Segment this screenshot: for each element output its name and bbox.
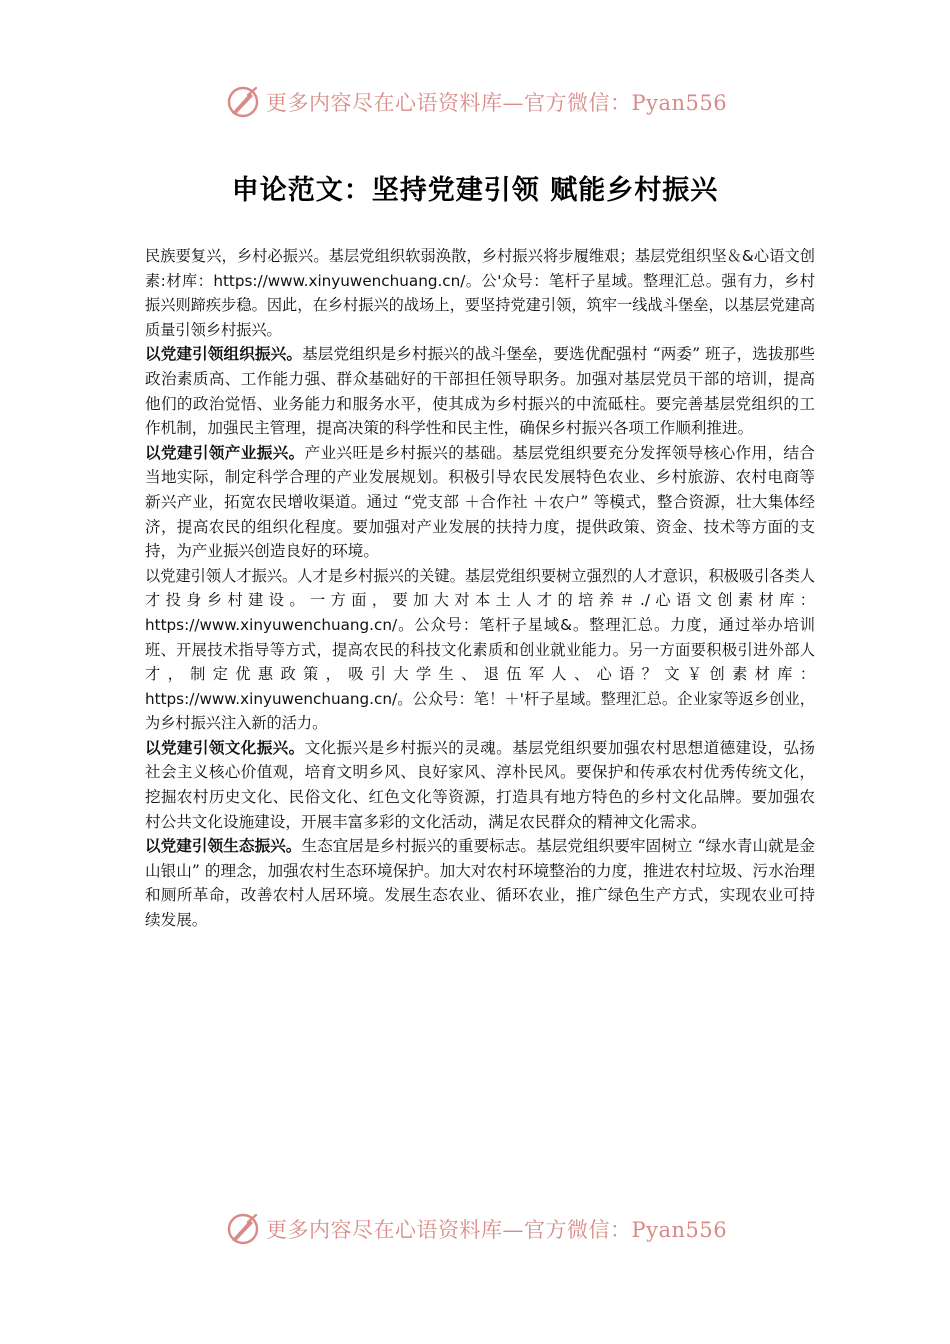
page-title: 申论范文：坚持党建引领 赋能乡村振兴 (231, 175, 719, 207)
section-body: 文化振兴是乡村振兴的灵魂。基层党组织要加强农村思想道德建设，弘扬社会主义核心价值观，培育文明乡风、良好家风、淳朴民风。要保护和传承农村优秀传统文化，挖掘农村历史文化、民俗文化、红色文化等资源，打造具有地方特色的乡村文化品牌。要加强农村公共文化设施建设，开展丰富多彩的文化活动，满足农民群众的精神文化需求。 (145, 738, 815, 831)
intro-paragraph: 民族要复兴，乡村必振兴。基层党组织软弱涣散，乡村振兴将步履维艰；基层党组织坚＆&心语文创素:材库：https://www.xinyuwenchuang.cn/。公'众号：笔杆子星域。整理汇总。强有力，乡村振兴则蹄疾步稳。因此，在乡村振兴的战场上，要坚持党建引领，筑牢一线战斗堡垒，以基层党建高质量引领乡村振兴。 (145, 247, 815, 339)
article-body (145, 244, 815, 933)
footer-banner (226, 1211, 746, 1247)
section-body: 产业兴旺是乡村振兴的基础。基层党组织要充分发挥领导核心作用，结合当地实际，制定科学合理的产业发展规划。积极引导农民发展特色农业、乡村旅游、农村电商等新兴产业，拓宽农民增收渠道。通过 “党支部 ＋合作社 ＋农户” 等模式，整合资源，壮大集体经济，提高农民的组织化程度。要加强对产业发展的扶持力度，提供政策、资金、技术等方面的支持，为产业振兴创造良好的环境。 (145, 443, 815, 561)
section-lead: 以党建引领组织振兴。 (145, 345, 303, 364)
section-paragraph-talent: 以党建引领人才振兴。人才是乡村振兴的关键。基层党组织要树立强烈的人才意识，积极吸引各类人才投身乡村建设。一方面，要加大对本土人才的培养＃./心语文创素材库：https://www.xinyuwenchuang.cn/。公众号：笔杆子星域&。整理汇总。力度，通过举办培训班、开展技术指导等方式，提高农民的科技文化素质和创业就业能力。另一方面要积极引进外部人才，制定优惠政策，吸引大学生、退伍军人、心语？文￥创素材库：https://www.xinyuwenchuang.cn/。公众号：笔！＋'杆子星域。整理汇总。企业家等返乡创业，为乡村振兴注入新的活力。 (145, 566, 815, 733)
section-lead: 以党建引领文化振兴。 (145, 738, 305, 757)
section-body: 生态宜居是乡村振兴的重要标志。基层党组织要牢固树立 “绿水青山就是金山银山” 的理念，加强农村生态环境保护。加大对农村环境整治的力度，推进农村垃圾、污水治理和厕所革命，改善农村人居环境。发展生态农业、循环农业，推广绿色生产方式，实现农业可持续发展。 (145, 837, 815, 930)
section-body: 基层党组织是乡村振兴的战斗堡垒，要选优配强村 “两委” 班子，选拔那些政治素质高、工作能力强、群众基础好的干部担任领导职务。加强对基层党员干部的培训，提高他们的政治觉悟、业务能力和服务水平，使其成为乡村振兴的中流砥柱。要完善基层党组织的工作机制，加强民主管理，提高决策的科学性和民主性，确保乡村振兴各项工作顺利推进。 (145, 345, 815, 438)
banner-text: 更多内容尽在心语资料库—官方微信：Pyan556 (266, 91, 728, 115)
section-paragraph-industry (145, 441, 815, 564)
header-banner (226, 84, 746, 120)
pen-logo-icon (226, 1212, 260, 1246)
section-paragraph-culture (145, 736, 815, 834)
pen-logo-icon (226, 85, 260, 119)
section-paragraph-ecology (145, 834, 815, 932)
footer-banner-text: 更多内容尽在心语资料库—官方微信：Pyan556 (266, 1218, 728, 1242)
section-lead: 以党建引领产业振兴。 (145, 443, 305, 462)
section-lead: 以党建引领生态振兴。 (145, 837, 302, 856)
section-paragraph-organization (145, 342, 815, 440)
